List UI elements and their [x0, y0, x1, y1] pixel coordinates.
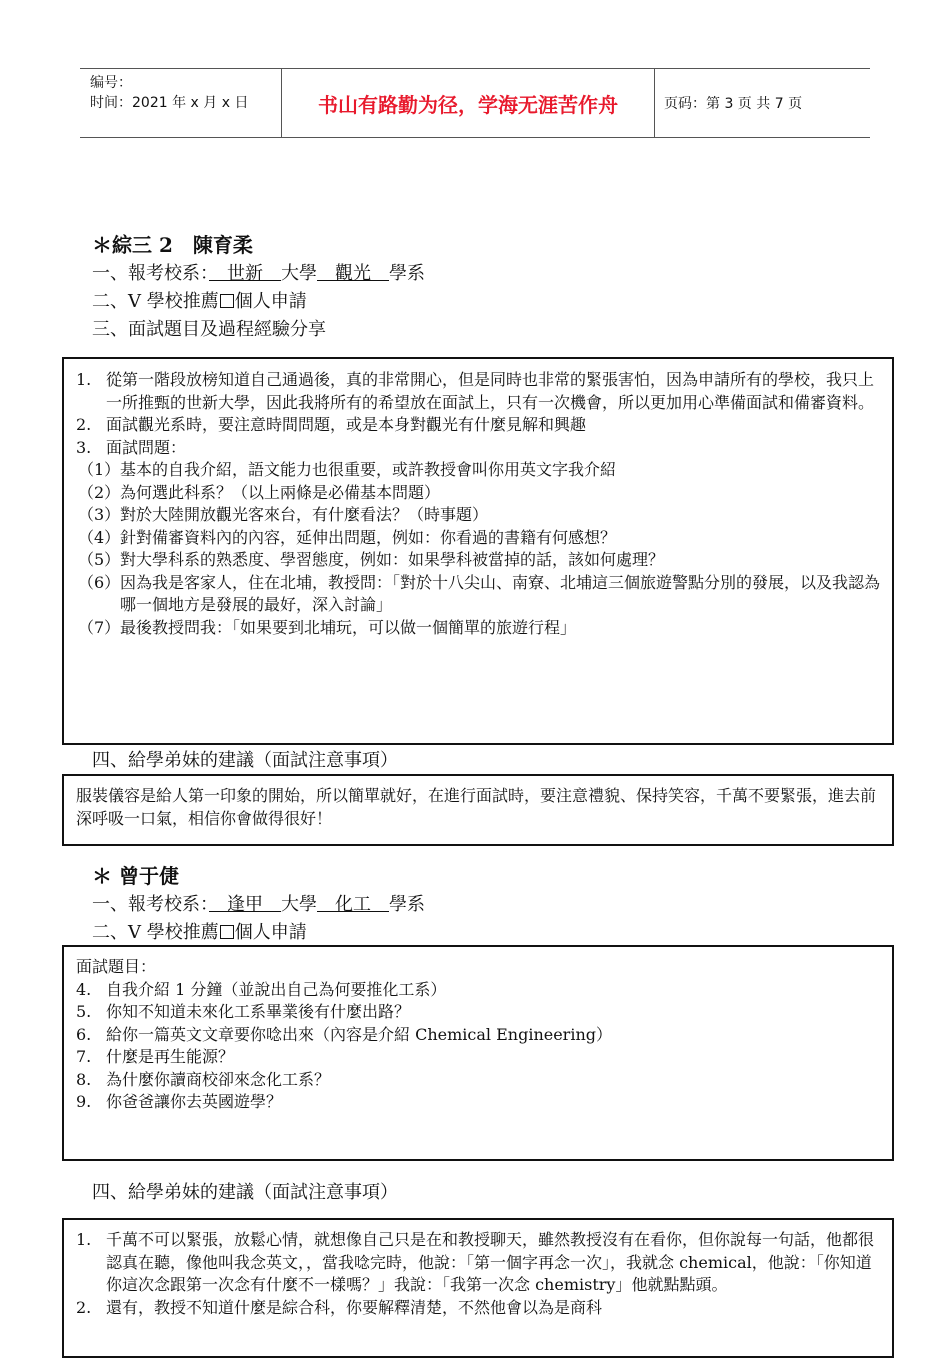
item-number: （3） [78, 505, 121, 524]
section2-title: ＊ 曾于倢 [92, 864, 179, 888]
time-label: 时间：2021 年 x 月 x 日 [90, 95, 249, 111]
list-item [64, 369, 892, 414]
item-text: 最後教授問我：「如果要到北埔玩，可以做一個簡單的旅遊行程」 [120, 617, 577, 637]
sub-list-item [64, 482, 892, 505]
school-name: 世新 [209, 263, 281, 284]
school-name: 逢甲 [209, 894, 281, 915]
question-item [64, 1069, 892, 1092]
rec-prefix: 二、V 學校推薦 [92, 291, 219, 312]
page-info: 页码：第 3 页 共 7 页 [664, 96, 803, 112]
section1-advice-heading: 四、給學弟妹的建議（面試注意事項） [92, 750, 398, 771]
question-item [64, 1091, 892, 1114]
dept-word: 學系 [389, 263, 425, 284]
sub-list-item [64, 617, 892, 640]
checkbox-icon [220, 294, 234, 308]
item-number: （1） [78, 460, 121, 479]
item-number: 8. [76, 1069, 92, 1089]
question-item [64, 1046, 892, 1069]
item-number: 4. [76, 979, 92, 999]
section2-rec-line [92, 918, 307, 944]
item-number: （6） [78, 572, 121, 592]
section1-share-heading: 三、面試題目及過程經驗分享 [92, 319, 326, 340]
item-number: （4） [78, 527, 121, 547]
item-number: 1. [76, 1230, 92, 1249]
apply-prefix: 一、報考校系： [92, 263, 209, 284]
item-text: 因為我是客家人，住在北埔，教授問：「對於十八尖山、南寮、北埔這三個旅遊警點分別的發展，以及我認為哪一個地方是發展的最好，深入討論」 [120, 572, 881, 614]
advice-item [64, 1229, 892, 1297]
section1-title: ＊綜三 2 陳育柔 [92, 233, 253, 257]
item-number: 2. [76, 1297, 92, 1317]
section2-advice-box [62, 1218, 894, 1358]
item-number: （7） [78, 617, 121, 637]
dept-name: 化工 [317, 894, 389, 915]
item-number: 5. [76, 1002, 92, 1021]
section1-rec-line [92, 287, 307, 313]
item-text: 基本的自我介紹，語文能力也很重要，或許教授會叫你用英文字我介紹 [120, 460, 617, 479]
item-text: 什麼是再生能源？ [106, 1047, 235, 1066]
item-text: 對於大陸開放觀光客來台，有什麼看法？（時事題） [120, 505, 489, 524]
item-number: （2） [78, 482, 121, 502]
list-item [64, 437, 892, 460]
rec-suffix: 個人申請 [234, 922, 307, 943]
item-text: 你知不知道未來化工系畢業後有什麼出路？ [106, 1002, 411, 1021]
item-text: 面試觀光系時，要注意時間問題，或是本身對觀光有什麼見解和興趣 [106, 415, 587, 434]
item-number: （5） [78, 550, 121, 569]
page-header [80, 68, 870, 138]
item-text: 你爸爸讓你去英國遊學？ [106, 1092, 283, 1111]
section1-experience-box [62, 357, 894, 745]
section2-advice-heading: 四、給學弟妹的建議（面試注意事項） [92, 1182, 398, 1203]
item-text: 為何選此科系？（以上兩條是必備基本問題） [120, 482, 441, 502]
item-number: 6. [76, 1024, 92, 1044]
advice-item [64, 1297, 892, 1320]
univ-word: 大學 [281, 263, 317, 284]
dept-name: 觀光 [317, 263, 389, 284]
item-text: 對大學科系的熟悉度、學習態度，例如：如果學科被當掉的話，該如何處理？ [120, 550, 665, 569]
sub-list-item [64, 549, 892, 572]
sub-list-item [64, 572, 892, 617]
section1-apply-line [92, 259, 425, 285]
sub-list-item [64, 527, 892, 550]
rec-suffix: 個人申請 [234, 291, 307, 312]
question-item [64, 1024, 892, 1047]
item-text: 自我介紹 1 分鐘（並說出自己為何要推化工系） [106, 979, 447, 999]
header-motto: 书山有路勤为径，学海无涯苦作舟 [282, 69, 655, 137]
item-number: 9. [76, 1092, 92, 1111]
question-item [64, 979, 892, 1002]
header-meta [80, 69, 282, 137]
question-item [64, 1001, 892, 1024]
section2-questions-box [62, 945, 894, 1161]
item-text: 針對備審資料內的內容，延伸出問題，例如：你看過的書籍有何感想？ [120, 527, 617, 547]
sub-list-item [64, 459, 892, 482]
section1-advice-text: 服裝儀容是給人第一印象的開始，所以簡單就好，在進行面試時，要注意禮貌、保持笑容，千萬不要緊張，進去前深呼吸一口氣，相信你會做得很好！ [76, 786, 877, 828]
sub-list-item [64, 504, 892, 527]
item-text: 從第一階段放榜知道自己通過後，真的非常開心，但是同時也非常的緊張害怕，因為申請所有的學校，我只上一所推甄的世新大學，因此我將所有的希望放在面試上，只有一次機會，所以更加用心準備面試和備審資料。 [106, 370, 875, 412]
questions-heading: 面試題目： [76, 957, 157, 976]
section1-advice-box [62, 774, 894, 846]
item-text: 給你一篇英文文章要你唸出來（內容是介紹 Chemical Engineering） [106, 1024, 612, 1044]
checkbox-icon [220, 925, 234, 939]
number-label: 编号： [90, 75, 132, 91]
rec-prefix: 二、V 學校推薦 [92, 922, 219, 943]
dept-word: 學系 [389, 894, 425, 915]
item-text: 面試問題： [106, 437, 187, 457]
item-number: 2. [76, 415, 92, 434]
item-text: 還有，教授不知道什麼是綜合科，你要解釋清楚，不然他會以為是商科 [106, 1297, 603, 1317]
univ-word: 大學 [281, 894, 317, 915]
item-number: 7. [76, 1047, 92, 1066]
section2-apply-line [92, 890, 425, 916]
item-number: 1. [76, 370, 92, 389]
item-text: 千萬不可以緊張，放鬆心情，就想像自己只是在和教授聊天，雖然教授沒有在看你，但你說每一句話，他都很認真在聽，像他叫我念英文，，當我唸完時，他說：「第一個字再念一次」，我就念 chemical，他說：「你知道你這次念跟第一次念有什麼不一樣嗎？」我說：「我第一次念 chemistry」他就點點頭。 [106, 1230, 875, 1294]
item-text: 為什麼你讀商校卻來念化工系？ [106, 1069, 331, 1089]
list-item [64, 414, 892, 437]
item-number: 3. [76, 437, 92, 457]
apply-prefix: 一、報考校系： [92, 894, 209, 915]
